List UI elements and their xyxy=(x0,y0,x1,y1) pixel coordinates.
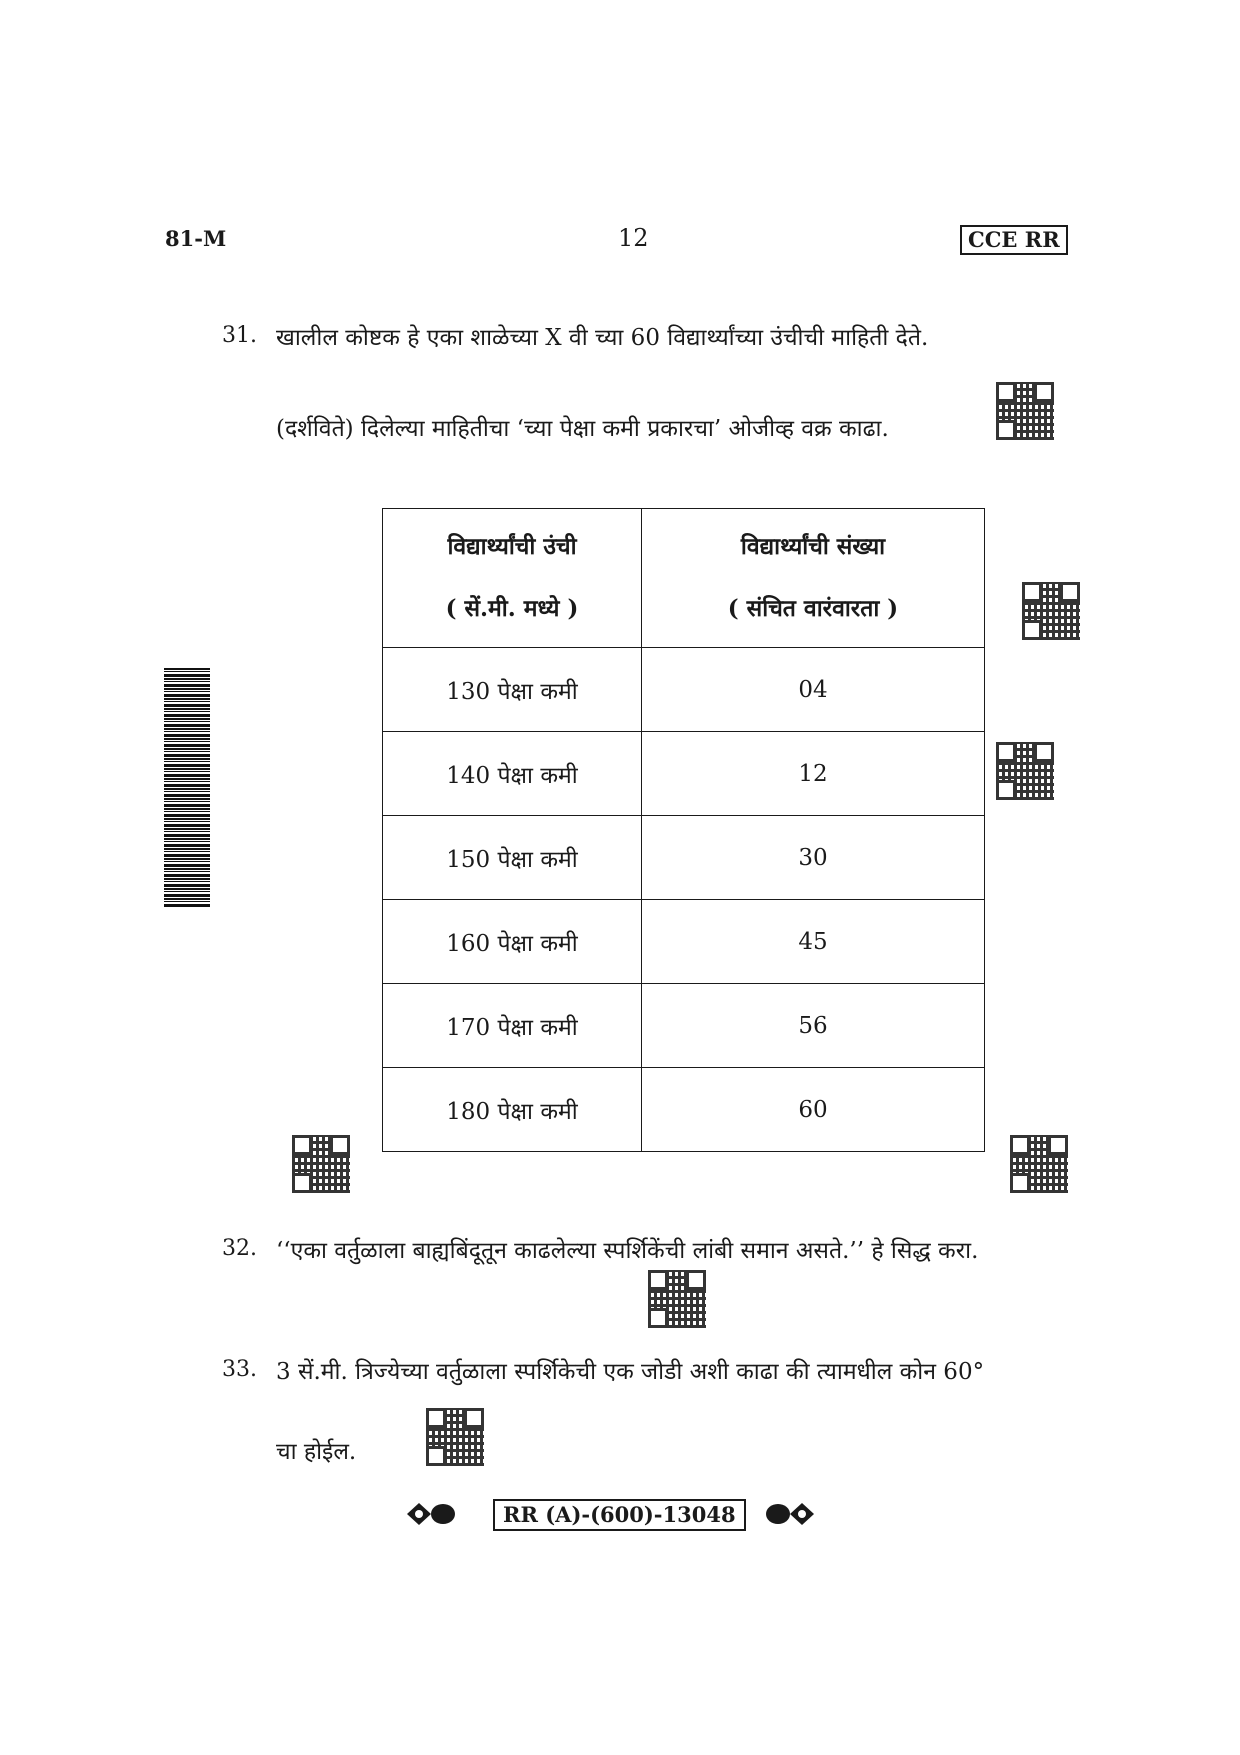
question-33-number: 33. xyxy=(222,1357,257,1382)
table-row xyxy=(383,816,985,900)
height-cell: 150 पेक्षा कमी xyxy=(383,816,642,900)
table-row xyxy=(383,984,985,1068)
count-cell: 56 xyxy=(642,984,985,1068)
count-cell: 04 xyxy=(642,648,985,732)
barcode-icon xyxy=(164,668,210,908)
question-31-line2: (दर्शविते) दिलेल्या माहितीचा ‘च्या पेक्षा कमी प्रकारचा’ ओजीव्ह वक्र काढा. xyxy=(276,416,889,442)
header-height xyxy=(383,509,642,648)
table-row xyxy=(383,1068,985,1152)
qr-code-icon xyxy=(1022,582,1080,640)
left-ornament-icon xyxy=(405,1500,457,1528)
question-33-line2: चा होईल. xyxy=(276,1439,357,1465)
qr-code-icon xyxy=(648,1270,706,1328)
height-cell: 130 पेक्षा कमी xyxy=(383,648,642,732)
table-row xyxy=(383,732,985,816)
header-count xyxy=(642,509,985,648)
question-33-line1: 3 सें.मी. त्रिज्येच्या वर्तुळाला स्पर्शिकेची एक जोडी अशी काढा की त्यामधील कोन 60° xyxy=(276,1359,985,1385)
height-cell: 180 पेक्षा कमी xyxy=(383,1068,642,1152)
table-row xyxy=(383,648,985,732)
question-31-line1: खालील कोष्टक हे एका शाळेच्या X वी च्या 60 विद्यार्थ्यांच्या उंचीची माहिती देते. xyxy=(276,325,929,351)
qr-code-icon xyxy=(292,1135,350,1193)
height-frequency-table xyxy=(382,508,985,1152)
qr-code-icon xyxy=(996,382,1054,440)
height-cell: 160 पेक्षा कमी xyxy=(383,900,642,984)
count-cell: 60 xyxy=(642,1068,985,1152)
height-cell: 140 पेक्षा कमी xyxy=(383,732,642,816)
page-number: 12 xyxy=(618,224,649,252)
paper-code: 81-M xyxy=(165,226,227,251)
qr-code-icon xyxy=(1010,1135,1068,1193)
scheme-badge: CCE RR xyxy=(960,225,1068,255)
footer-code: RR (A)-(600)-13048 xyxy=(493,1499,746,1531)
table-row xyxy=(383,900,985,984)
count-cell: 45 xyxy=(642,900,985,984)
height-cell: 170 पेक्षा कमी xyxy=(383,984,642,1068)
header-height-label: विद्यार्थ्यांची उंची xyxy=(447,533,577,560)
right-ornament-icon xyxy=(764,1500,816,1528)
header-count-label: विद्यार्थ्यांची संख्या xyxy=(740,533,886,560)
question-32-number: 32. xyxy=(222,1236,257,1261)
header-height-unit: ( सें.मी. मध्ये ) xyxy=(445,595,579,622)
count-cell: 12 xyxy=(642,732,985,816)
question-31-number: 31. xyxy=(222,323,257,348)
qr-code-icon xyxy=(426,1408,484,1466)
count-cell: 30 xyxy=(642,816,985,900)
header-count-subtitle: ( संचित वारंवारता ) xyxy=(727,595,899,622)
question-32-text: ‘‘एका वर्तुळाला बाह्यबिंदूतून काढलेल्या स्पर्शिकेंची लांबी समान असते.’’ हे सिद्ध करा. xyxy=(276,1238,979,1264)
table-header-row xyxy=(383,509,985,648)
qr-code-icon xyxy=(996,742,1054,800)
